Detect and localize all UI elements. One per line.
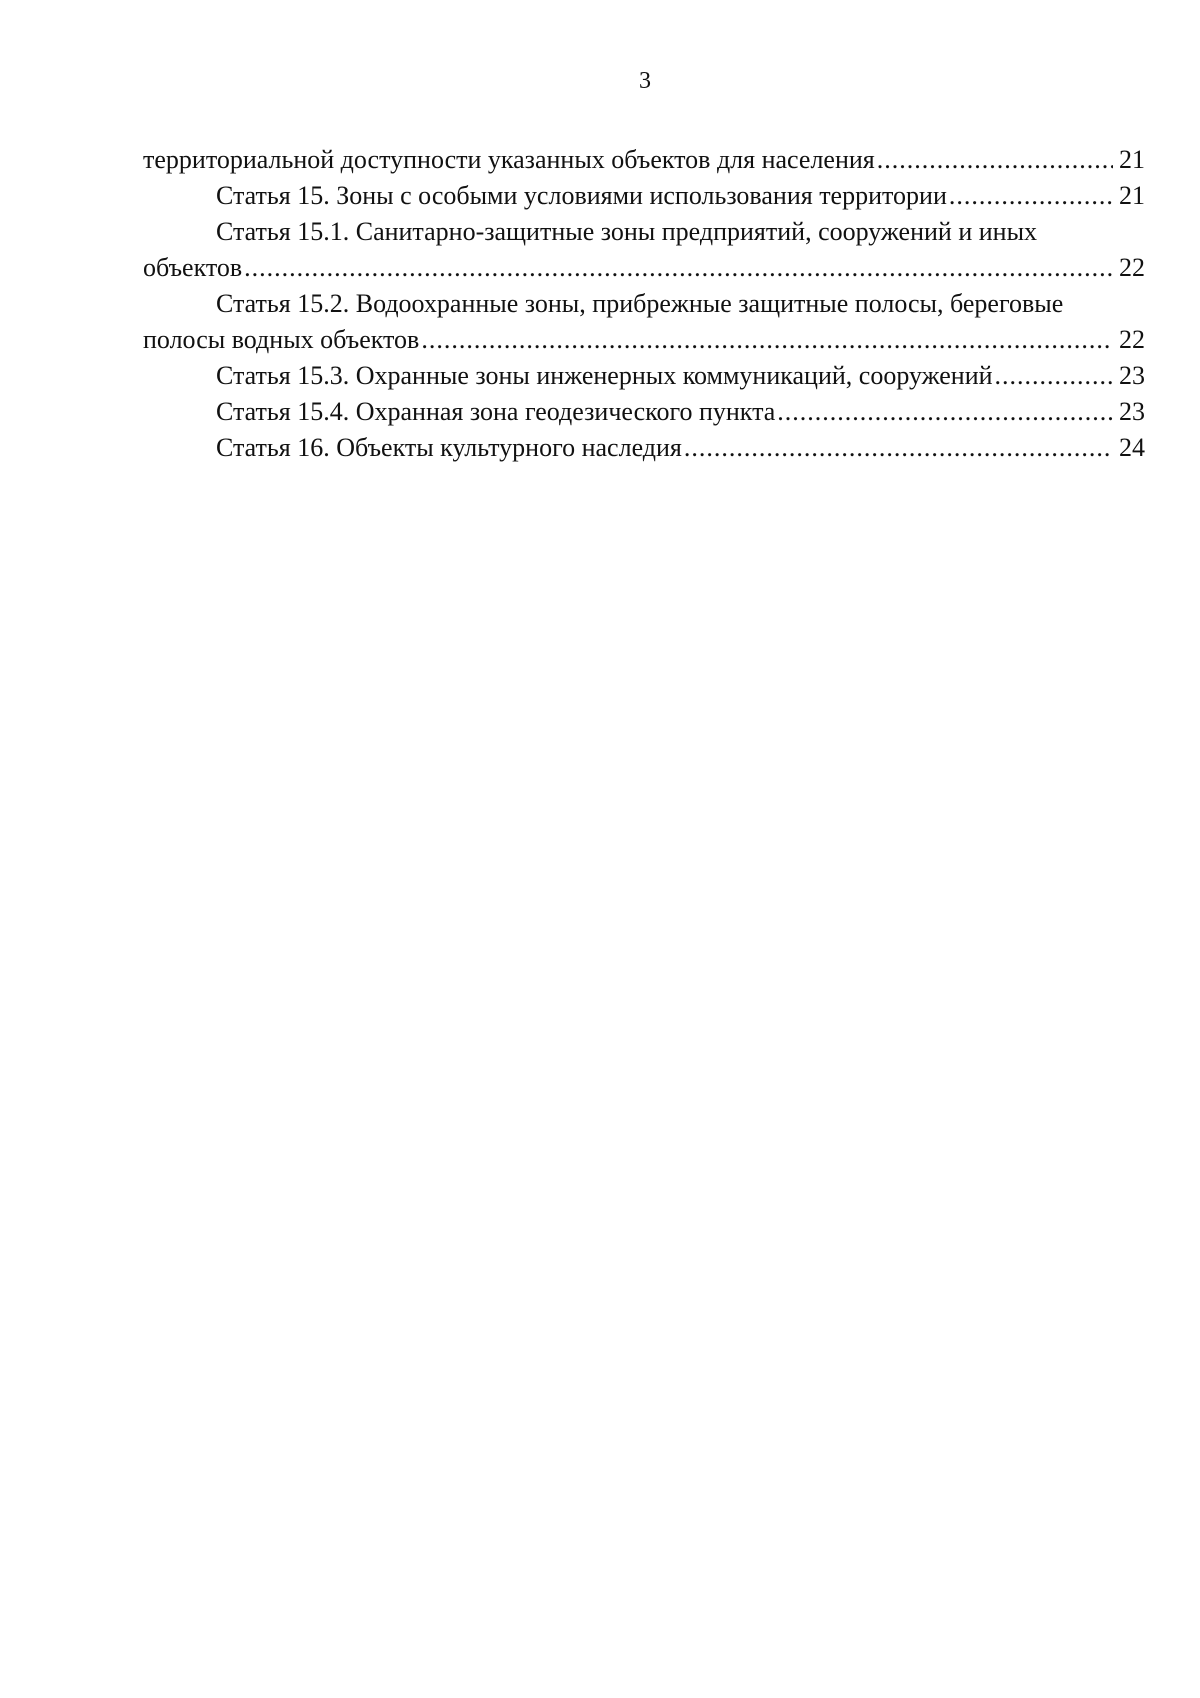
toc-entry-title: Статья 15. Зоны с особыми условиями использования территории	[216, 181, 947, 210]
toc-line	[143, 142, 1145, 178]
toc-entry-page: 23	[1119, 361, 1145, 390]
toc-entry-title: территориальной доступности указанных объектов для населения	[143, 145, 875, 174]
toc-line	[143, 178, 1145, 214]
toc-entry-page: 23	[1119, 397, 1145, 426]
toc-line	[143, 250, 1145, 286]
toc-leader-dots	[877, 142, 1113, 178]
toc-line	[143, 358, 1145, 394]
toc-entry-page: 24	[1119, 433, 1145, 462]
toc-leader-dots	[684, 430, 1113, 466]
toc-entry-title-continuation: объектов	[143, 253, 243, 282]
toc-entry[interactable]	[143, 286, 1145, 358]
toc-entry[interactable]	[143, 358, 1145, 394]
toc-line	[143, 394, 1145, 430]
table-of-contents	[143, 142, 1145, 466]
toc-entry-page: 22	[1119, 325, 1145, 354]
toc-entry-title-line: Статья 15.1. Санитарно-защитные зоны предприятий, сооружений и иных	[216, 217, 1038, 246]
toc-line	[143, 322, 1145, 358]
toc-leader-dots	[777, 394, 1113, 430]
toc-entry[interactable]	[143, 430, 1145, 466]
toc-leader-dots	[244, 250, 1113, 286]
toc-entry-title: Статья 15.4. Охранная зона геодезического пункта	[216, 397, 776, 426]
toc-entry[interactable]	[143, 178, 1145, 214]
toc-entry-title-line: Статья 15.2. Водоохранные зоны, прибрежные защитные полосы, береговые	[216, 289, 1064, 318]
toc-leader-dots	[995, 358, 1113, 394]
toc-entry[interactable]	[143, 214, 1145, 286]
toc-entry-title: Статья 15.3. Охранные зоны инженерных коммуникаций, сооружений	[216, 361, 993, 390]
toc-entry[interactable]	[143, 142, 1145, 178]
toc-entry-title: Статья 16. Объекты культурного наследия	[216, 433, 682, 462]
toc-entry-page: 21	[1119, 145, 1145, 174]
toc-entry[interactable]	[143, 394, 1145, 430]
toc-leader-dots	[949, 178, 1113, 214]
page-number: 3	[639, 68, 651, 94]
toc-entry-page: 22	[1119, 253, 1145, 282]
toc-entry-title-continuation: полосы водных объектов	[143, 325, 420, 354]
toc-leader-dots	[421, 322, 1113, 358]
toc-line	[143, 430, 1145, 466]
toc-entry-page: 21	[1119, 181, 1145, 210]
